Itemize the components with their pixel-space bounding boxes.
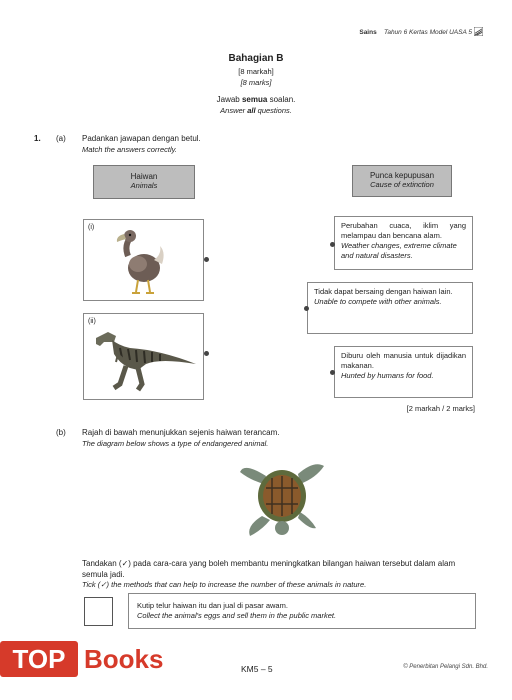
watermark-top: TOP: [0, 641, 78, 677]
cause-3-ms: Diburu oleh manusia untuk dijadikan makanan.: [341, 351, 466, 370]
cause-3-en: Hunted by humans for food.: [341, 371, 434, 380]
section-marks-en: [8 marks]: [240, 78, 272, 87]
dinosaur-image: [90, 324, 202, 396]
header-paper: Tahun 6 Kertas Model UASA 5: [383, 29, 472, 36]
question-number: 1.: [34, 134, 41, 143]
cause-1-en: Weather changes, extreme climate and natural disasters.: [341, 241, 457, 260]
header-logo-icon: [474, 27, 483, 36]
match-dot-cause-2[interactable]: [304, 306, 309, 311]
tick-instruction-ms: Tandakan (✓) pada cara-cara yang boleh membantu meningkatkan bilangan haiwan tersebut dalam alam semula jadi.: [82, 559, 456, 579]
animal-box-dinosaur: [83, 313, 204, 400]
cause-2-ms: Tidak dapat bersaing dengan haiwan lain.: [314, 287, 453, 296]
causes-header-en: Cause of extinction: [370, 180, 434, 189]
cause-box-2: [307, 282, 473, 334]
part-a-label: (a): [56, 134, 66, 143]
dodo-image: [114, 226, 176, 298]
part-a-text-ms: Padankan jawapan dengan betul.: [82, 134, 201, 143]
page-number: KM5 – 5: [241, 664, 273, 674]
animal-label-ii: (ii): [88, 318, 96, 325]
animals-header-ms: Haiwan: [130, 172, 158, 181]
header-text: [359, 29, 472, 36]
instruction-ms: Jawab semua soalan.: [216, 95, 296, 104]
tick-checkbox-1[interactable]: [84, 597, 113, 626]
cause-box-1: [334, 216, 473, 270]
part-a-text-en: Match the answers correctly.: [82, 145, 177, 154]
match-dot-i[interactable]: [204, 257, 209, 262]
animals-header-box: [93, 165, 195, 199]
instruction-en: Answer all questions.: [220, 106, 292, 115]
cause-box-3: [334, 346, 473, 398]
match-dot-ii[interactable]: [204, 351, 209, 356]
header-subject: Sains: [359, 29, 377, 36]
causes-header-box: [352, 165, 452, 197]
match-dot-cause-3[interactable]: [330, 370, 335, 375]
part-b-label: (b): [56, 428, 66, 437]
animals-header-en: Animals: [130, 181, 158, 190]
section-marks-ms: [8 markah]: [238, 67, 274, 76]
watermark-books: Books: [84, 644, 164, 674]
part-a-marks: [2 markah / 2 marks]: [406, 404, 475, 413]
causes-header-ms: Punca kepupusan: [369, 171, 435, 180]
option-box-1: [128, 593, 476, 629]
cause-2-en: Unable to compete with other animals.: [314, 297, 442, 306]
option-1-ms: Kutip telur haiwan itu dan jual di pasar awam.: [137, 601, 288, 610]
option-1-en: Collect the animal's eggs and sell them in the public market.: [137, 611, 337, 620]
part-b-text-ms: Rajah di bawah menunjukkan sejenis haiwan terancam.: [82, 428, 280, 437]
section-title: Bahagian B: [228, 53, 284, 64]
animal-label-i: (i): [88, 224, 95, 231]
publisher-credit: © Penerbitan Pelangi Sdn. Bhd.: [403, 664, 488, 670]
animal-box-dodo: [83, 219, 204, 301]
tick-instruction-en: Tick (✓) the methods that can help to increase the number of these animals in nature.: [82, 580, 367, 589]
match-dot-cause-1[interactable]: [330, 242, 335, 247]
turtle-image: [238, 456, 326, 540]
cause-1-ms: Perubahan cuaca, iklim yang melampau dan bencana alam.: [341, 221, 466, 240]
part-b-text-en: The diagram below shows a type of endangered animal.: [82, 439, 269, 448]
